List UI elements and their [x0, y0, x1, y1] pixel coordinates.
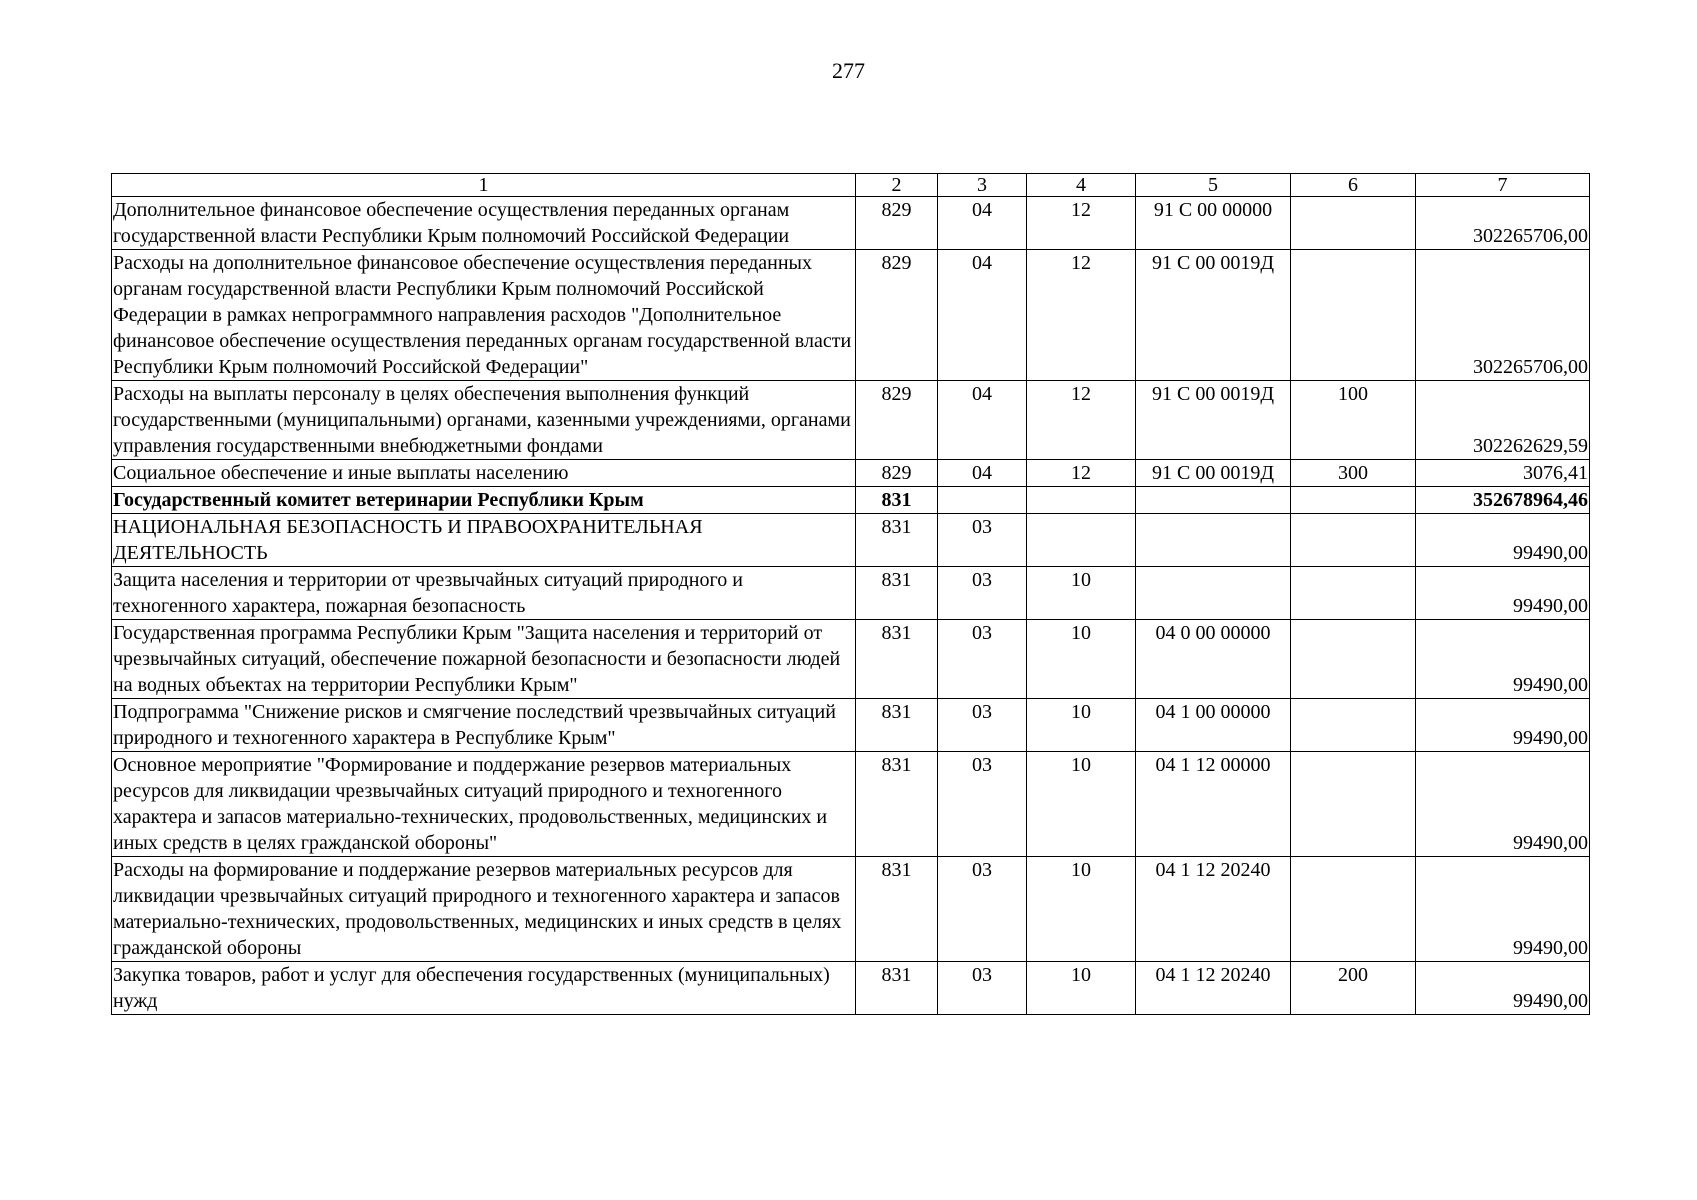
- row-expense-type: [1291, 197, 1416, 250]
- row-description: Расходы на дополнительное финансовое обеспечение осуществления переданных органам государственной власти Республики Крым полномочий Российской Федерации в рамках непрограммного направления расходов "Дополнительное финансовое обеспечение осуществления переданных органам государственной власти Республики Крым полномочий Российской Федерации": [112, 250, 856, 381]
- table-row: [112, 962, 1590, 1015]
- table-row: [112, 381, 1590, 460]
- table-row: [112, 857, 1590, 962]
- row-amount: 99490,00: [1416, 857, 1590, 962]
- header-col-7: 7: [1416, 174, 1590, 197]
- row-expense-type: [1291, 514, 1416, 567]
- row-expense-type: [1291, 250, 1416, 381]
- table-body: [112, 174, 1590, 1015]
- row-description: Подпрограмма "Снижение рисков и смягчение последствий чрезвычайных ситуаций природного и техногенного характера в Республике Крым": [112, 699, 856, 752]
- row-section-code: 04: [938, 197, 1027, 250]
- row-description: НАЦИОНАЛЬНАЯ БЕЗОПАСНОСТЬ И ПРАВООХРАНИТЕЛЬНАЯ ДЕЯТЕЛЬНОСТЬ: [112, 514, 856, 567]
- row-description: Расходы на выплаты персоналу в целях обеспечения выполнения функций государственными (муниципальными) органами, казенными учреждениями, органами управления государственными внебюджетными фондами: [112, 381, 856, 460]
- row-amount: 99490,00: [1416, 752, 1590, 857]
- row-admin-code: 829: [856, 250, 938, 381]
- row-expense-type: [1291, 620, 1416, 699]
- header-col-4: 4: [1027, 174, 1136, 197]
- table-row: [112, 460, 1590, 487]
- header-col-3: 3: [938, 174, 1027, 197]
- row-section-code: [938, 487, 1027, 514]
- row-expense-type: 300: [1291, 460, 1416, 487]
- row-target-article: 91 С 00 0019Д: [1136, 250, 1291, 381]
- row-section-code: 03: [938, 699, 1027, 752]
- row-section-code: 04: [938, 250, 1027, 381]
- row-description: Государственный комитет ветеринарии Республики Крым: [112, 487, 856, 514]
- row-subsection-code: 12: [1027, 197, 1136, 250]
- row-target-article: 04 1 12 00000: [1136, 752, 1291, 857]
- row-expense-type: [1291, 699, 1416, 752]
- row-description: Расходы на формирование и поддержание резервов материальных ресурсов для ликвидации чрезвычайных ситуаций природного и техногенного характера и запасов материально-технических, продовольственных, медицинских и иных средств в целях гражданской обороны: [112, 857, 856, 962]
- row-section-code: 03: [938, 962, 1027, 1015]
- row-amount: 302262629,59: [1416, 381, 1590, 460]
- row-subsection-code: 12: [1027, 250, 1136, 381]
- row-section-code: 04: [938, 460, 1027, 487]
- row-amount: 3076,41: [1416, 460, 1590, 487]
- row-amount: 99490,00: [1416, 620, 1590, 699]
- row-expense-type: 200: [1291, 962, 1416, 1015]
- row-target-article: 04 1 12 20240: [1136, 962, 1291, 1015]
- row-subsection-code: 12: [1027, 460, 1136, 487]
- page-number: 277: [832, 58, 865, 83]
- row-target-article: 04 1 00 00000: [1136, 699, 1291, 752]
- row-expense-type: [1291, 487, 1416, 514]
- table-row: [112, 197, 1590, 250]
- row-amount: 302265706,00: [1416, 197, 1590, 250]
- row-target-article: [1136, 567, 1291, 620]
- row-expense-type: [1291, 752, 1416, 857]
- row-admin-code: 831: [856, 857, 938, 962]
- row-amount: 99490,00: [1416, 567, 1590, 620]
- row-subsection-code: [1027, 487, 1136, 514]
- row-target-article: 04 0 00 00000: [1136, 620, 1291, 699]
- row-subsection-code: 10: [1027, 857, 1136, 962]
- row-amount: 99490,00: [1416, 514, 1590, 567]
- row-subsection-code: [1027, 514, 1136, 567]
- header-col-2: 2: [856, 174, 938, 197]
- row-target-article: 91 С 00 00000: [1136, 197, 1291, 250]
- row-description: Дополнительное финансовое обеспечение осуществления переданных органам государственной власти Республики Крым полномочий Российской Федерации: [112, 197, 856, 250]
- row-target-article: [1136, 514, 1291, 567]
- row-section-code: 03: [938, 567, 1027, 620]
- row-description: Основное мероприятие "Формирование и поддержание резервов материальных ресурсов для ликвидации чрезвычайных ситуаций природного и техногенного характера и запасов материально-технических, продовольственных, медицинских и иных средств в целях гражданской обороны": [112, 752, 856, 857]
- row-admin-code: 831: [856, 752, 938, 857]
- row-section-code: 04: [938, 381, 1027, 460]
- table-row: [112, 567, 1590, 620]
- row-description: Защита населения и территории от чрезвычайных ситуаций природного и техногенного характера, пожарная безопасность: [112, 567, 856, 620]
- row-description: Социальное обеспечение и иные выплаты населению: [112, 460, 856, 487]
- row-section-code: 03: [938, 514, 1027, 567]
- budget-table: [111, 173, 1590, 1015]
- row-amount: 99490,00: [1416, 962, 1590, 1015]
- row-target-article: 04 1 12 20240: [1136, 857, 1291, 962]
- row-description: Закупка товаров, работ и услуг для обеспечения государственных (муниципальных) нужд: [112, 962, 856, 1015]
- row-admin-code: 831: [856, 699, 938, 752]
- table-row: [112, 250, 1590, 381]
- row-section-code: 03: [938, 620, 1027, 699]
- table-row: [112, 514, 1590, 567]
- row-admin-code: 831: [856, 567, 938, 620]
- row-expense-type: 100: [1291, 381, 1416, 460]
- row-amount: 99490,00: [1416, 699, 1590, 752]
- table-row: [112, 699, 1590, 752]
- row-amount: 302265706,00: [1416, 250, 1590, 381]
- row-section-code: 03: [938, 857, 1027, 962]
- row-admin-code: 831: [856, 620, 938, 699]
- table-row: [112, 487, 1590, 514]
- row-target-article: 91 С 00 0019Д: [1136, 381, 1291, 460]
- row-subsection-code: 10: [1027, 699, 1136, 752]
- row-target-article: 91 С 00 0019Д: [1136, 460, 1291, 487]
- header-col-1: 1: [112, 174, 856, 197]
- row-section-code: 03: [938, 752, 1027, 857]
- row-subsection-code: 12: [1027, 381, 1136, 460]
- row-expense-type: [1291, 857, 1416, 962]
- row-admin-code: 829: [856, 197, 938, 250]
- row-admin-code: 829: [856, 381, 938, 460]
- row-expense-type: [1291, 567, 1416, 620]
- row-admin-code: 831: [856, 962, 938, 1015]
- row-description: Государственная программа Республики Крым "Защита населения и территорий от чрезвычайных ситуаций, обеспечение пожарной безопасности и безопасности людей на водных объектах на территории Республики Крым": [112, 620, 856, 699]
- table-header-row: [112, 174, 1590, 197]
- table-row: [112, 620, 1590, 699]
- table-row: [112, 752, 1590, 857]
- row-subsection-code: 10: [1027, 567, 1136, 620]
- row-admin-code: 831: [856, 514, 938, 567]
- row-target-article: [1136, 487, 1291, 514]
- header-col-5: 5: [1136, 174, 1291, 197]
- row-admin-code: 831: [856, 487, 938, 514]
- row-admin-code: 829: [856, 460, 938, 487]
- row-subsection-code: 10: [1027, 752, 1136, 857]
- row-subsection-code: 10: [1027, 620, 1136, 699]
- row-amount: 352678964,46: [1416, 487, 1590, 514]
- row-subsection-code: 10: [1027, 962, 1136, 1015]
- header-col-6: 6: [1291, 174, 1416, 197]
